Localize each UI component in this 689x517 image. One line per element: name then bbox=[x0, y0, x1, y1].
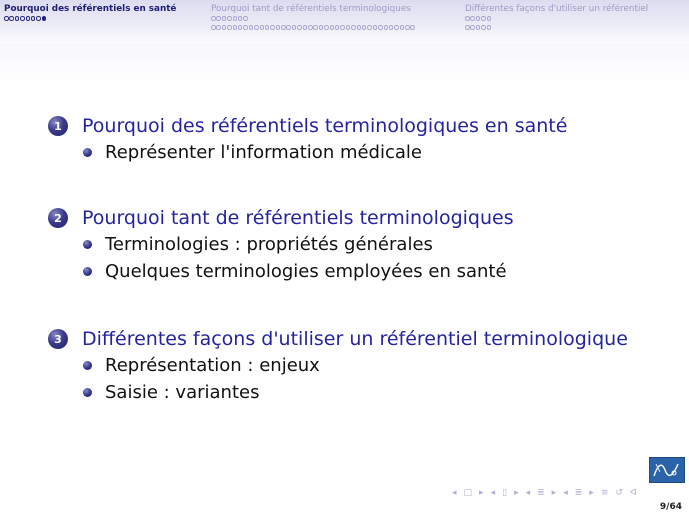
bullet-icon bbox=[83, 267, 92, 276]
frame-dot[interactable] bbox=[476, 25, 481, 30]
frame-dot[interactable] bbox=[400, 25, 405, 30]
frame-dot[interactable] bbox=[270, 25, 275, 30]
frame-dot[interactable] bbox=[31, 16, 36, 21]
subsection-item[interactable] bbox=[83, 379, 628, 406]
frame-dot[interactable] bbox=[487, 25, 492, 30]
nav-dots-row[interactable] bbox=[4, 16, 176, 24]
frame-dot[interactable] bbox=[308, 25, 313, 30]
section-title[interactable]: Différentes façons d'utiliser un référentiel terminologique bbox=[82, 328, 628, 350]
frame-dot[interactable] bbox=[4, 16, 9, 21]
bullet-icon bbox=[83, 388, 92, 397]
frame-dot[interactable] bbox=[292, 25, 297, 30]
frame-dot[interactable] bbox=[233, 16, 238, 21]
frame-dot[interactable] bbox=[216, 25, 221, 30]
nav-control-icon[interactable]: ◂ bbox=[490, 488, 496, 498]
nav-control-icon[interactable]: ≣ bbox=[574, 488, 583, 498]
nav-dots-row[interactable] bbox=[465, 25, 648, 33]
frame-dot[interactable] bbox=[249, 25, 254, 30]
frame-dot[interactable] bbox=[470, 16, 475, 21]
nav-section-title[interactable]: Différentes façons d'utiliser un référentiel bbox=[465, 4, 649, 14]
section-heading bbox=[48, 205, 514, 231]
frame-dot[interactable] bbox=[324, 25, 329, 30]
nav-control-icon[interactable]: □ bbox=[463, 488, 473, 498]
frame-dot[interactable] bbox=[211, 25, 216, 30]
frame-dot[interactable] bbox=[227, 16, 232, 21]
nav-control-icon[interactable]: ↺ bbox=[615, 488, 623, 498]
frame-dot[interactable] bbox=[303, 25, 308, 30]
subsection-label[interactable]: Quelques terminologies employées en santé bbox=[105, 261, 507, 282]
frame-dot[interactable] bbox=[238, 16, 243, 21]
frame-dot[interactable] bbox=[351, 25, 356, 30]
frame-dot[interactable] bbox=[9, 16, 14, 21]
outline-section-2 bbox=[48, 205, 514, 285]
frame-dot[interactable] bbox=[265, 25, 270, 30]
frame-dot[interactable] bbox=[465, 25, 470, 30]
frame-dot[interactable] bbox=[286, 25, 291, 30]
frame-dot[interactable] bbox=[297, 25, 302, 30]
frame-dot[interactable] bbox=[319, 25, 324, 30]
section-heading bbox=[48, 326, 628, 352]
outline-section-3 bbox=[48, 326, 628, 406]
nav-control-icon[interactable]: ▸ bbox=[514, 488, 519, 498]
frame-dot[interactable] bbox=[476, 16, 481, 21]
frame-dot[interactable] bbox=[313, 25, 318, 30]
frame-dot[interactable] bbox=[405, 25, 410, 30]
nav-control-icon[interactable]: ≣ bbox=[537, 488, 545, 498]
frame-dot[interactable] bbox=[20, 16, 25, 21]
subsection-label[interactable]: Représentation : enjeux bbox=[105, 355, 320, 376]
nav-section-title[interactable]: Pourquoi des référentiels en santé bbox=[4, 4, 177, 14]
frame-dot[interactable] bbox=[260, 25, 265, 30]
subsection-item[interactable] bbox=[83, 258, 514, 285]
section-heading bbox=[48, 113, 567, 139]
frame-dot[interactable] bbox=[243, 25, 248, 30]
frame-dot[interactable] bbox=[276, 25, 281, 30]
subsection-label[interactable]: Terminologies : propriétés générales bbox=[105, 234, 433, 255]
frame-dot[interactable] bbox=[394, 25, 399, 30]
bullet-icon bbox=[83, 148, 92, 157]
nav-control-icon[interactable]: ᐊ bbox=[629, 488, 637, 498]
frame-dot[interactable] bbox=[15, 16, 20, 21]
frame-dot[interactable] bbox=[465, 16, 470, 21]
subsection-label[interactable]: Saisie : variantes bbox=[105, 382, 260, 403]
frame-dot[interactable] bbox=[410, 25, 415, 30]
section-number-ball: 3 bbox=[48, 329, 68, 349]
current-frame-dot[interactable] bbox=[42, 16, 47, 21]
frame-dot[interactable] bbox=[233, 25, 238, 30]
frame-dot[interactable] bbox=[340, 25, 345, 30]
frame-dot[interactable] bbox=[487, 16, 492, 21]
beamer-navigation-controls bbox=[452, 487, 644, 499]
frame-dot[interactable] bbox=[389, 25, 394, 30]
header-navigation bbox=[0, 0, 689, 44]
frame-dot[interactable] bbox=[222, 25, 227, 30]
bullet-icon bbox=[83, 240, 92, 249]
frame-dot[interactable] bbox=[211, 16, 216, 21]
frame-dot[interactable] bbox=[481, 25, 486, 30]
university-logo-icon[interactable] bbox=[649, 457, 685, 483]
frame-dot[interactable] bbox=[346, 25, 351, 30]
nav-control-icon[interactable]: ≡ bbox=[600, 488, 609, 498]
frame-dot[interactable] bbox=[373, 25, 378, 30]
frame-dot[interactable] bbox=[216, 16, 221, 21]
logo-graphic bbox=[650, 458, 684, 482]
nav-section-1[interactable] bbox=[4, 4, 176, 24]
frame-dot[interactable] bbox=[378, 25, 383, 30]
subsection-item[interactable] bbox=[83, 352, 628, 379]
frame-dot[interactable] bbox=[335, 25, 340, 30]
nav-section-title[interactable]: Pourquoi tant de référentiels terminologiques bbox=[211, 4, 411, 14]
nav-control-icon[interactable]: ▸ bbox=[589, 488, 594, 498]
outline-section-1 bbox=[48, 113, 567, 166]
nav-control-icon[interactable]: ▸ bbox=[479, 488, 484, 498]
subsection-label[interactable]: Représenter l'information médicale bbox=[105, 142, 422, 163]
nav-section-3[interactable] bbox=[465, 4, 648, 33]
nav-dots-row[interactable] bbox=[465, 16, 648, 24]
frame-dot[interactable] bbox=[362, 25, 367, 30]
section-title[interactable]: Pourquoi des référentiels terminologiques en santé bbox=[82, 115, 568, 137]
frame-dot[interactable] bbox=[470, 25, 475, 30]
nav-control-icon[interactable]: ◂ bbox=[525, 488, 531, 498]
nav-control-icon[interactable]: ◂ bbox=[563, 488, 568, 498]
frame-dot[interactable] bbox=[330, 25, 335, 30]
nav-dots-row[interactable] bbox=[211, 16, 416, 24]
frame-dot[interactable] bbox=[254, 25, 259, 30]
nav-section-2[interactable] bbox=[211, 4, 416, 33]
nav-control-icon[interactable]: ◂ bbox=[452, 488, 457, 498]
frame-dot[interactable] bbox=[243, 16, 248, 21]
bullet-icon bbox=[83, 361, 92, 370]
section-title[interactable]: Pourquoi tant de référentiels terminologiques bbox=[82, 207, 514, 229]
frame-dot[interactable] bbox=[357, 25, 362, 30]
nav-control-icon[interactable]: ▸ bbox=[551, 488, 557, 498]
frame-dot[interactable] bbox=[481, 16, 486, 21]
frame-dot[interactable] bbox=[384, 25, 389, 30]
frame-dot[interactable] bbox=[222, 16, 227, 21]
frame-dot[interactable] bbox=[227, 25, 232, 30]
nav-dots-row[interactable] bbox=[211, 25, 416, 33]
frame-dot[interactable] bbox=[367, 25, 372, 30]
section-number-ball: 1 bbox=[48, 116, 68, 136]
nav-control-icon[interactable]: ▯ bbox=[502, 488, 508, 498]
subsection-item[interactable] bbox=[83, 231, 514, 258]
section-number-ball: 2 bbox=[48, 208, 68, 228]
subsection-item[interactable] bbox=[83, 139, 567, 166]
page-number: 9/64 bbox=[659, 502, 682, 512]
frame-dot[interactable] bbox=[281, 25, 286, 30]
frame-dot[interactable] bbox=[238, 25, 243, 30]
frame-dot[interactable] bbox=[26, 16, 31, 21]
frame-dot[interactable] bbox=[36, 16, 41, 21]
header-fade bbox=[0, 44, 689, 84]
